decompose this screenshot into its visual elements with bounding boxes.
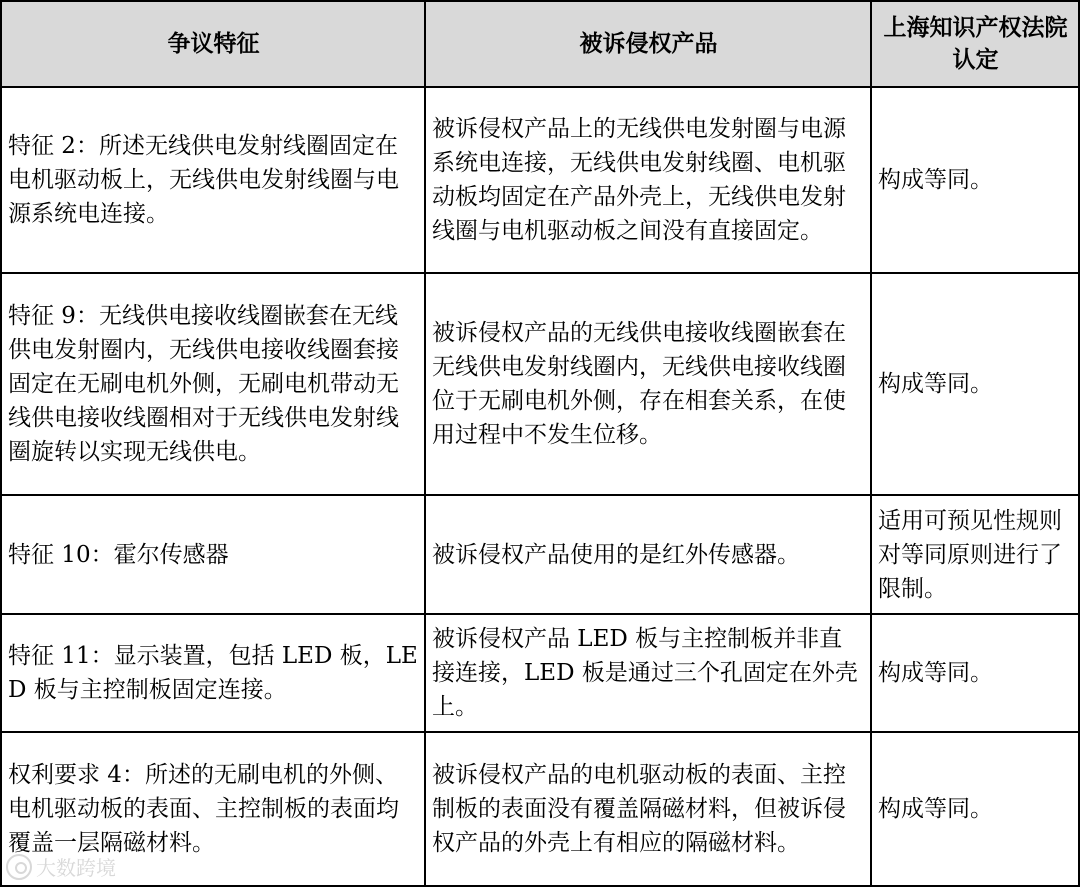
feature-cell: 特征 11：显示装置，包括 LED 板，LED 板与主控制板固定连接。 — [1, 614, 425, 732]
table-row — [1, 614, 1079, 732]
watermark-text: 大数跨境 — [36, 856, 116, 880]
header-feature: 争议特征 — [1, 1, 425, 87]
feature-cell: 特征 2：所述无线供电发射线圈固定在电机驱动板上，无线供电发射线圈与电源系统电连接。 — [1, 87, 425, 273]
product-cell: 被诉侵权产品的电机驱动板的表面、主控制板的表面没有覆盖隔磁材料，但被诉侵权产品的外壳上有相应的隔磁材料。 — [425, 732, 871, 886]
court-cell: 适用可预见性规则对等同原则进行了限制。 — [871, 495, 1079, 614]
product-cell: 被诉侵权产品上的无线供电发射圈与电源系统电连接，无线供电发射线圈、电机驱动板均固定在产品外壳上，无线供电发射线圈与电机驱动板之间没有直接固定。 — [425, 87, 871, 273]
feature-cell: 特征 9：无线供电接收线圈嵌套在无线供电发射圈内，无线供电接收线圈套接固定在无刷电机外侧，无刷电机带动无线供电接收线圈相对于无线供电发射线圈旋转以实现无线供电。 — [1, 273, 425, 495]
product-cell: 被诉侵权产品的无线供电接收线圈嵌套在无线供电发射线圈内，无线供电接收线圈位于无刷电机外侧，存在相套关系，在使用过程中不发生位移。 — [425, 273, 871, 495]
feature-cell: 特征 10：霍尔传感器 — [1, 495, 425, 614]
court-cell: 构成等同。 — [871, 87, 1079, 273]
header-court: 上海知识产权法院认定 — [871, 1, 1079, 87]
table-row — [1, 273, 1079, 495]
court-cell: 构成等同。 — [871, 273, 1079, 495]
table-row — [1, 87, 1079, 273]
product-cell: 被诉侵权产品 LED 板与主控制板并非直接连接，LED 板是通过三个孔固定在外壳上。 — [425, 614, 871, 732]
header-row — [1, 1, 1079, 87]
court-cell: 构成等同。 — [871, 614, 1079, 732]
table-row — [1, 495, 1079, 614]
header-product: 被诉侵权产品 — [425, 1, 871, 87]
table-row — [1, 732, 1079, 886]
court-cell: 构成等同。 — [871, 732, 1079, 886]
feature-cell: 权利要求 4：所述的无刷电机的外侧、电机驱动板的表面、主控制板的表面均覆盖一层隔磁材料。 — [1, 732, 425, 886]
product-cell: 被诉侵权产品使用的是红外传感器。 — [425, 495, 871, 614]
